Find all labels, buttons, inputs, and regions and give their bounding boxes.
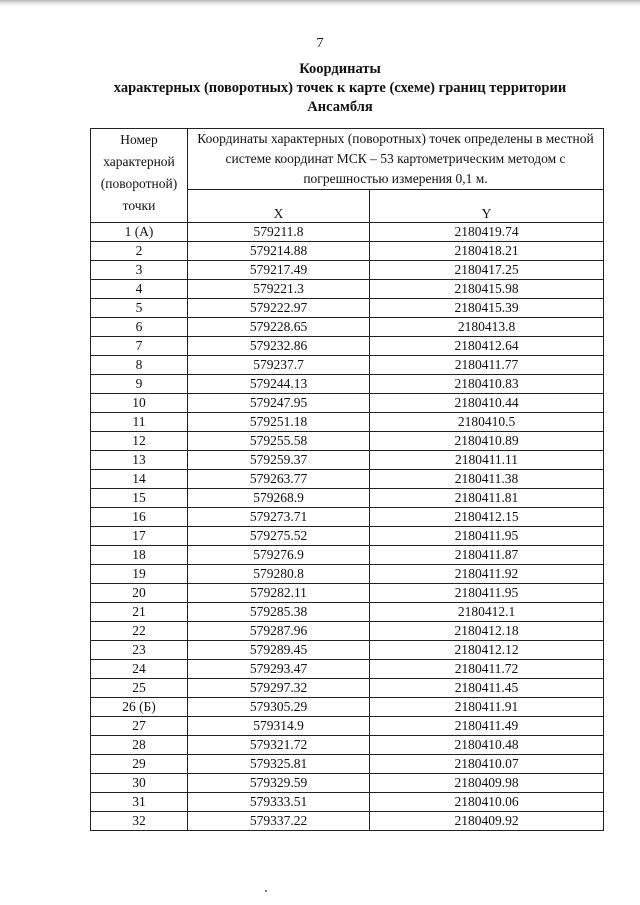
x-coordinate-cell: 579337.22 [188,812,370,831]
point-number-cell: 23 [91,641,188,660]
point-number-cell: 18 [91,546,188,565]
y-coordinate-cell: 2180412.64 [370,337,604,356]
scan-edge-artifact [0,0,640,6]
table-row [91,812,604,831]
table-row [91,679,604,698]
table-row [91,508,604,527]
table-row [91,261,604,280]
y-coordinate-cell: 2180412.12 [370,641,604,660]
table-row [91,527,604,546]
y-coordinate-cell: 2180409.98 [370,774,604,793]
y-coordinate-cell: 2180417.25 [370,261,604,280]
table-row [91,299,604,318]
x-coordinate-cell: 579287.96 [188,622,370,641]
table-row [91,736,604,755]
y-coordinate-cell: 2180410.48 [370,736,604,755]
y-coordinate-cell: 2180418.21 [370,242,604,261]
table-row [91,318,604,337]
scan-dust-dot [265,890,267,892]
x-coordinate-cell: 579211.8 [188,223,370,242]
coordinates-table [90,128,604,831]
point-number-cell: 6 [91,318,188,337]
x-coordinate-cell: 579273.71 [188,508,370,527]
point-number-cell: 24 [91,660,188,679]
y-coordinate-cell: 2180411.38 [370,470,604,489]
y-coordinate-cell: 2180415.98 [370,280,604,299]
x-coordinate-cell: 579247.95 [188,394,370,413]
coordinates-table-body [91,223,604,831]
point-number-cell: 2 [91,242,188,261]
point-number-cell: 26 (Б) [91,698,188,717]
table-row [91,641,604,660]
table-row [91,432,604,451]
x-coordinate-cell: 579228.65 [188,318,370,337]
y-coordinate-cell: 2180411.95 [370,584,604,603]
table-row [91,375,604,394]
x-coordinate-cell: 579276.9 [188,546,370,565]
point-number-cell: 29 [91,755,188,774]
table-row [91,774,604,793]
point-number-cell: 27 [91,717,188,736]
table-row [91,660,604,679]
point-number-cell: 7 [91,337,188,356]
y-coordinate-cell: 2180412.15 [370,508,604,527]
x-coordinate-cell: 579244.13 [188,375,370,394]
point-number-cell: 32 [91,812,188,831]
x-coordinate-cell: 579259.37 [188,451,370,470]
page-number: 7 [316,36,324,51]
document-title [70,60,610,117]
y-coordinate-cell: 2180411.49 [370,717,604,736]
x-coordinate-cell: 579232.86 [188,337,370,356]
point-number-cell: 21 [91,603,188,622]
y-coordinate-cell: 2180411.72 [370,660,604,679]
y-coordinate-cell: 2180409.92 [370,812,604,831]
title-line-2: характерных (поворотных) точек к карте (схеме) границ территории [113,80,567,96]
point-number-cell: 16 [91,508,188,527]
table-row [91,565,604,584]
point-number-cell: 12 [91,432,188,451]
y-coordinate-cell: 2180412.18 [370,622,604,641]
y-coordinate-cell: 2180411.77 [370,356,604,375]
y-coordinate-cell: 2180413.8 [370,318,604,337]
table-row [91,489,604,508]
point-number-cell: 14 [91,470,188,489]
point-number-cell: 19 [91,565,188,584]
point-number-cell: 28 [91,736,188,755]
table-row [91,337,604,356]
table-row [91,451,604,470]
x-coordinate-cell: 579289.45 [188,641,370,660]
point-number-cell: 17 [91,527,188,546]
table-row [91,394,604,413]
x-coordinate-cell: 579255.58 [188,432,370,451]
point-number-cell: 31 [91,793,188,812]
x-coordinate-cell: 579221.3 [188,280,370,299]
y-coordinate-cell: 2180410.44 [370,394,604,413]
point-number-cell: 15 [91,489,188,508]
y-coordinate-cell: 2180411.95 [370,527,604,546]
x-coordinate-cell: 579280.8 [188,565,370,584]
point-number-cell: 9 [91,375,188,394]
point-number-cell: 3 [91,261,188,280]
y-coordinate-cell: 2180410.07 [370,755,604,774]
x-coordinate-cell: 579222.97 [188,299,370,318]
point-number-cell: 11 [91,413,188,432]
y-coordinate-cell: 2180412.1 [370,603,604,622]
x-coordinate-cell: 579263.77 [188,470,370,489]
x-coordinate-cell: 579333.51 [188,793,370,812]
x-coordinate-cell: 579275.52 [188,527,370,546]
y-coordinate-cell: 2180411.81 [370,489,604,508]
x-coordinate-cell: 579293.47 [188,660,370,679]
x-coordinate-cell: 579251.18 [188,413,370,432]
title-line-1: Координаты [299,61,381,77]
point-number-cell: 30 [91,774,188,793]
point-number-cell: 20 [91,584,188,603]
table-row [91,242,604,261]
header-point-number: Номер характерной (поворотной) точки [91,129,188,223]
x-coordinate-cell: 579282.11 [188,584,370,603]
x-coordinate-cell: 579305.29 [188,698,370,717]
table-row [91,584,604,603]
y-coordinate-cell: 2180411.91 [370,698,604,717]
point-number-cell: 10 [91,394,188,413]
table-row [91,603,604,622]
y-coordinate-cell: 2180411.87 [370,546,604,565]
y-coordinate-cell: 2180411.45 [370,679,604,698]
y-coordinate-cell: 2180410.89 [370,432,604,451]
x-coordinate-cell: 579285.38 [188,603,370,622]
table-row [91,793,604,812]
table-row [91,717,604,736]
table-row [91,698,604,717]
table-row [91,470,604,489]
table-row [91,622,604,641]
table-row [91,755,604,774]
point-number-cell: 25 [91,679,188,698]
y-coordinate-cell: 2180410.83 [370,375,604,394]
x-coordinate-cell: 579321.72 [188,736,370,755]
table-row [91,356,604,375]
x-coordinate-cell: 579325.81 [188,755,370,774]
y-coordinate-cell: 2180419.74 [370,223,604,242]
x-coordinate-cell: 579297.32 [188,679,370,698]
y-coordinate-cell: 2180415.39 [370,299,604,318]
y-coordinate-cell: 2180411.92 [370,565,604,584]
point-number-cell: 22 [91,622,188,641]
table-row [91,223,604,242]
x-coordinate-cell: 579214.88 [188,242,370,261]
y-coordinate-cell: 2180411.11 [370,451,604,470]
table-row [91,413,604,432]
x-coordinate-cell: 579217.49 [188,261,370,280]
header-coordinates-description: Координаты характерных (поворотных) точек определены в местной системе координат МСК – 53 картометрическим методом с погрешностью измерения 0,1 м. [188,129,604,190]
point-number-cell: 8 [91,356,188,375]
y-coordinate-cell: 2180410.5 [370,413,604,432]
x-coordinate-cell: 579237.7 [188,356,370,375]
point-number-cell: 4 [91,280,188,299]
point-number-cell: 1 (А) [91,223,188,242]
y-coordinate-cell: 2180410.06 [370,793,604,812]
x-coordinate-cell: 579314.9 [188,717,370,736]
point-number-cell: 5 [91,299,188,318]
x-coordinate-cell: 579329.59 [188,774,370,793]
point-number-cell: 13 [91,451,188,470]
header-x: X [188,190,370,223]
x-coordinate-cell: 579268.9 [188,489,370,508]
table-row [91,280,604,299]
header-y: Y [370,190,604,223]
table-row [91,546,604,565]
title-line-3: Ансамбля [307,99,373,115]
